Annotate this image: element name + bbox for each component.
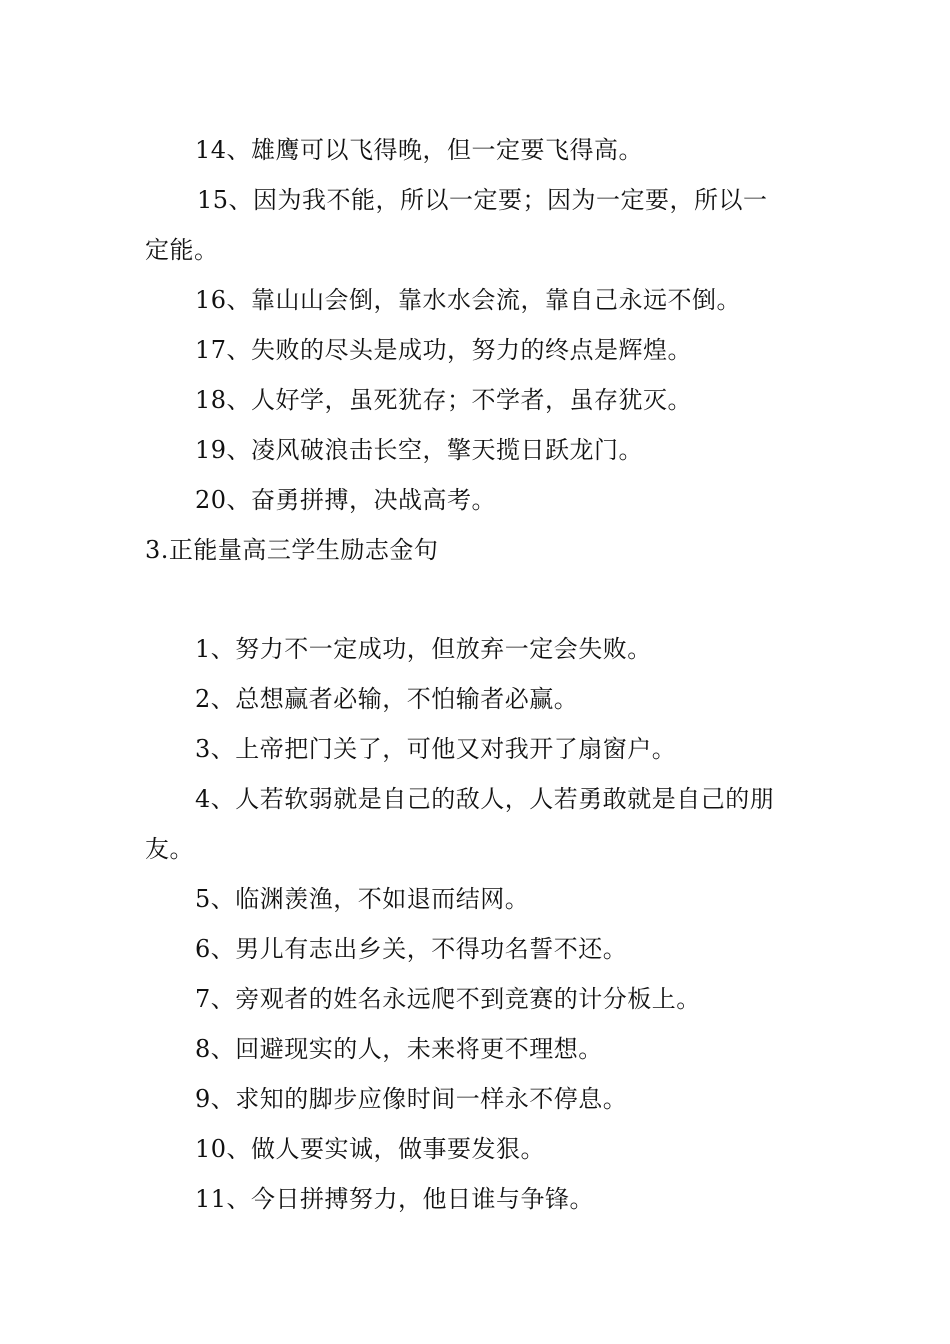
section-heading: 3.正能量高三学生励志金句 — [145, 536, 439, 564]
quote-line: 5、临渊羡渔，不如退而结网。 — [195, 885, 530, 913]
quote-line: 4、人若软弱就是自己的敌人，人若勇敢就是自己的朋 — [195, 785, 775, 813]
quote-line: 1、努力不一定成功，但放弃一定会失败。 — [195, 635, 652, 663]
quote-line: 9、求知的脚步应像时间一样永不停息。 — [195, 1085, 628, 1113]
quote-line: 20、奋勇拼搏，决战高考。 — [195, 486, 497, 514]
quote-line: 2、总想赢者必输，不怕输者必赢。 — [195, 685, 579, 713]
quote-line: 18、人好学，虽死犹存；不学者，虽存犹灭。 — [195, 386, 693, 414]
quote-line-continuation: 友。 — [145, 835, 194, 863]
quote-line: 10、做人要实诚，做事要发狠。 — [195, 1135, 546, 1163]
quote-line: 15、因为我不能，所以一定要；因为一定要，所以一 — [197, 186, 768, 214]
quote-line-continuation: 定能。 — [145, 236, 219, 264]
quote-line: 17、失败的尽头是成功，努力的终点是辉煌。 — [195, 336, 693, 364]
quote-line: 19、凌风破浪击长空，擎天揽日跃龙门。 — [195, 436, 644, 464]
quote-line: 16、靠山山会倒，靠水水会流，靠自己永远不倒。 — [195, 286, 742, 314]
quote-line: 7、旁观者的姓名永远爬不到竞赛的计分板上。 — [195, 985, 701, 1013]
quote-line: 14、雄鹰可以飞得晚，但一定要飞得高。 — [195, 136, 644, 164]
quote-line: 8、回避现实的人，未来将更不理想。 — [195, 1035, 603, 1063]
quote-line: 11、今日拼搏努力，他日谁与争锋。 — [195, 1185, 595, 1213]
quote-line: 3、上帝把门关了，可他又对我开了扇窗户。 — [195, 735, 677, 763]
quote-line: 6、男儿有志出乡关，不得功名誓不还。 — [195, 935, 628, 963]
